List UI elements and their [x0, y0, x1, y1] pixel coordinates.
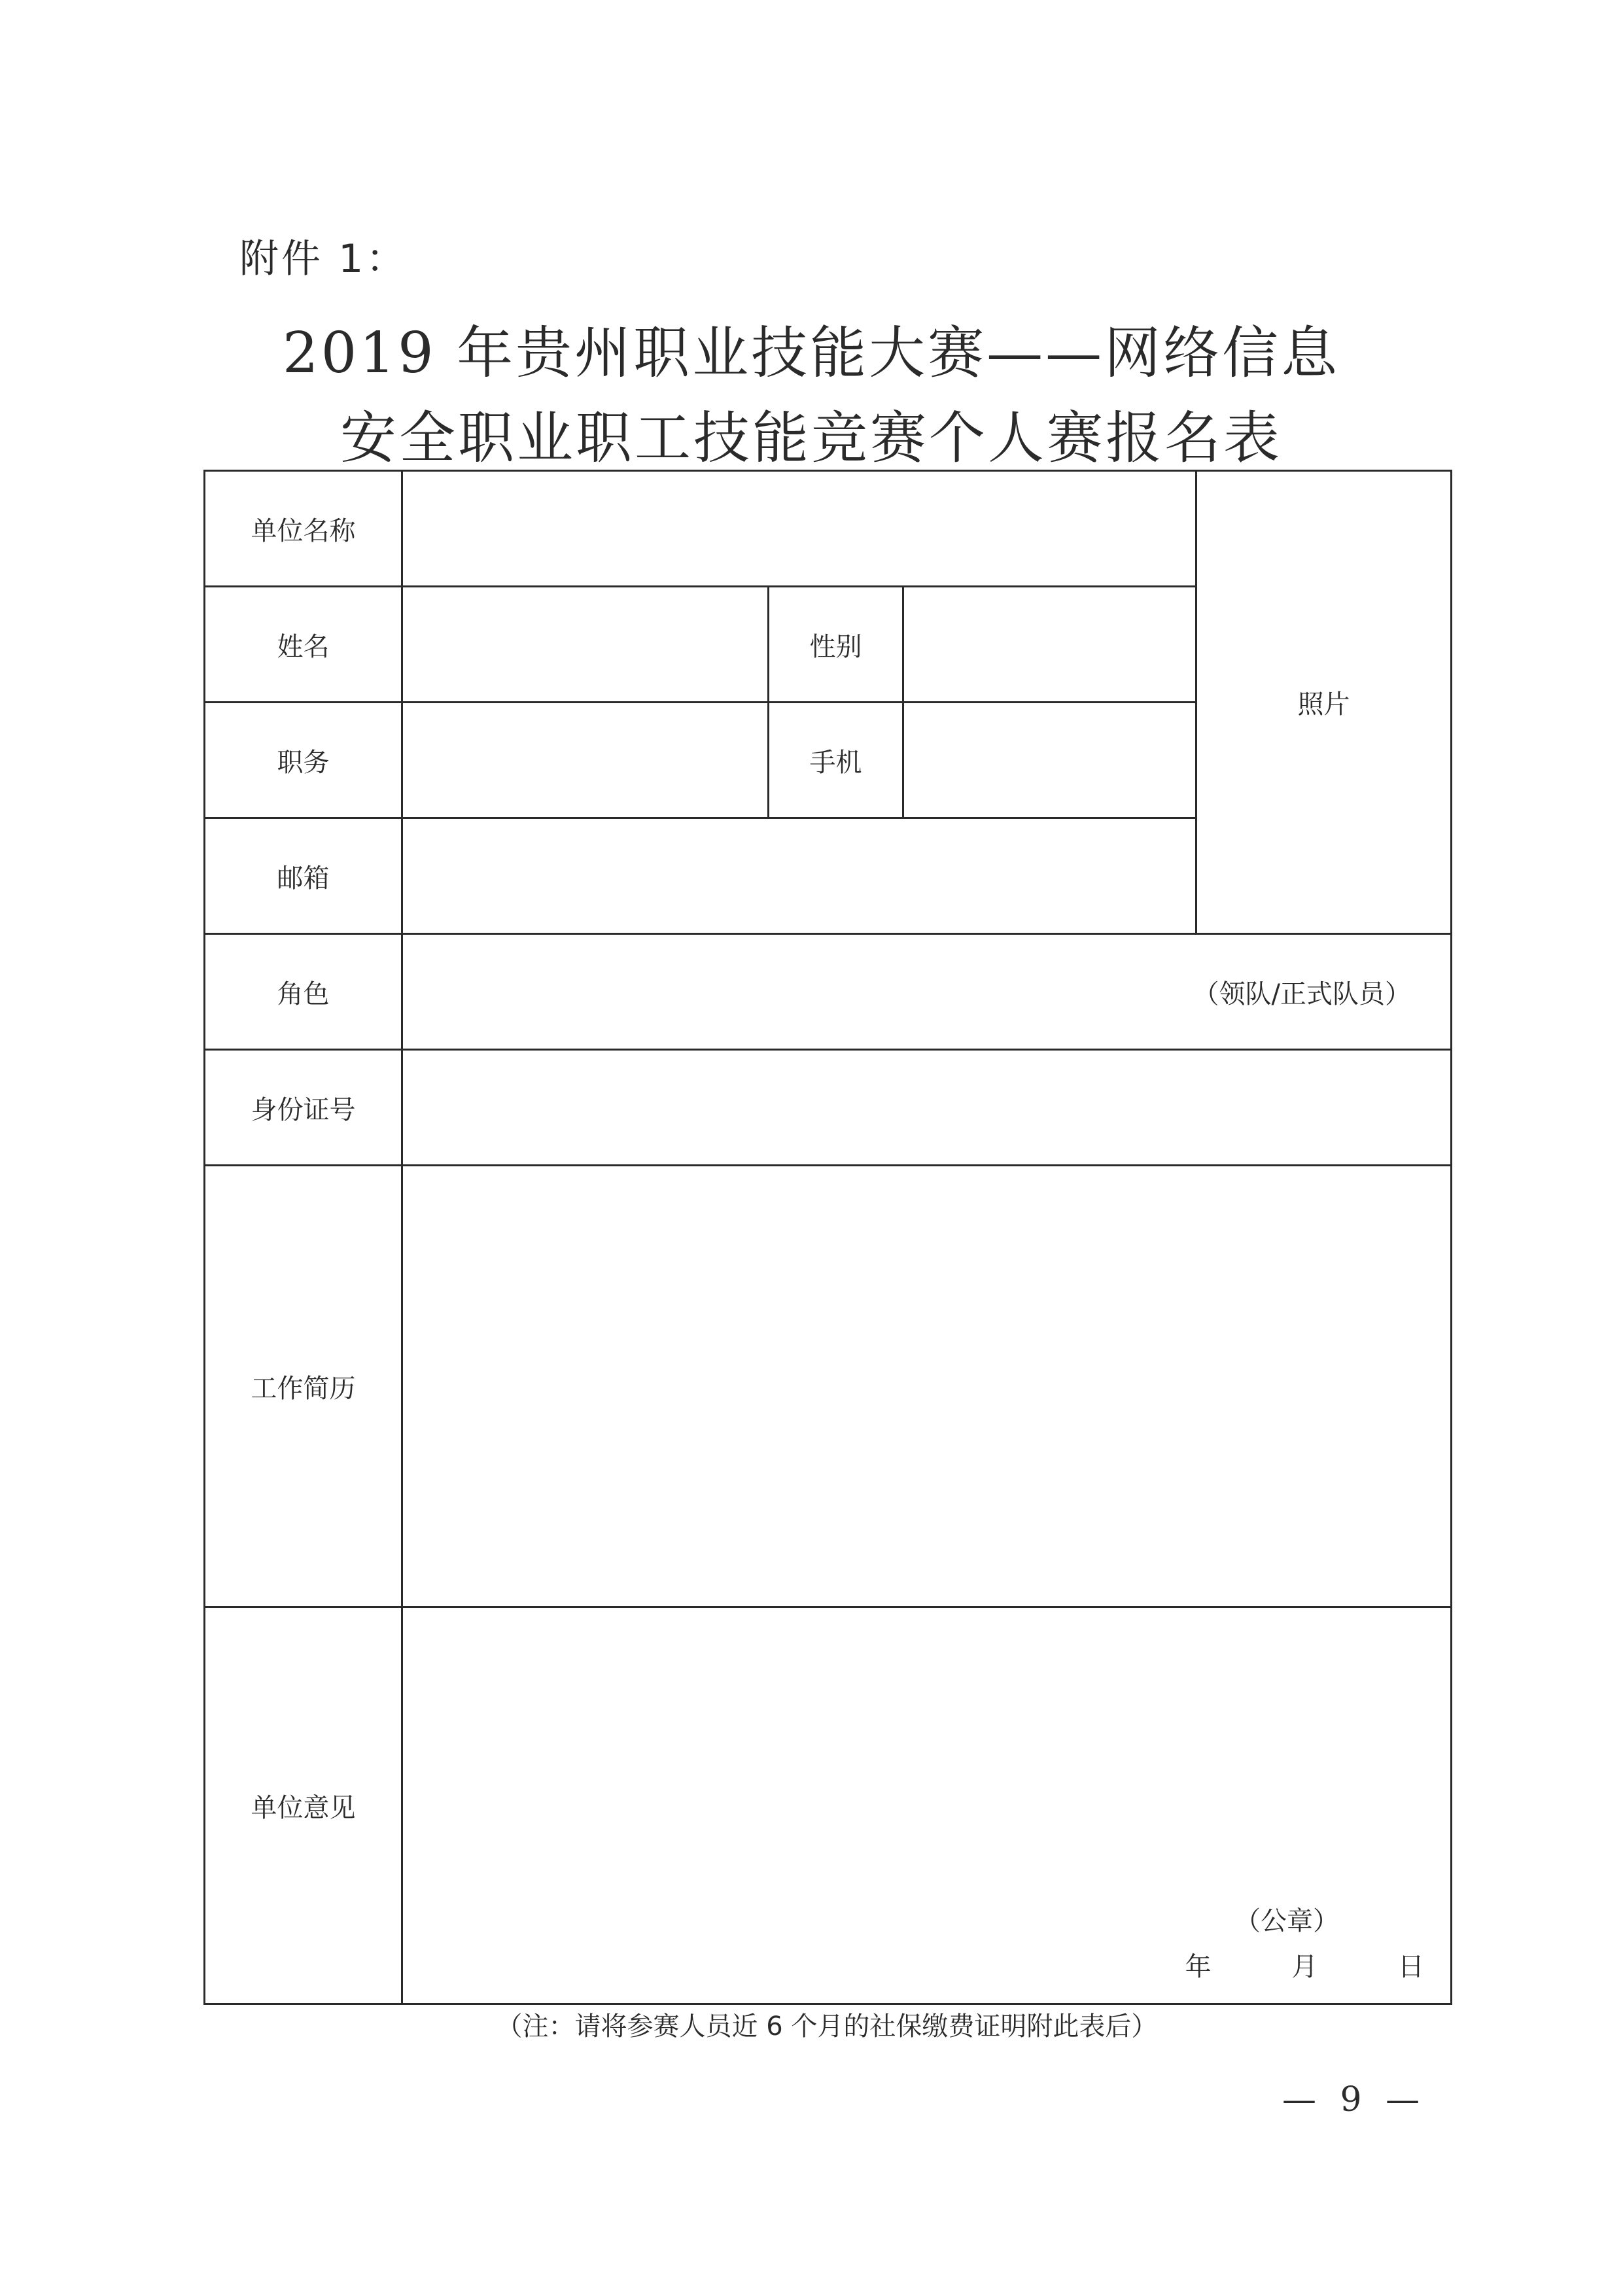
- footnote: （注：请将参赛人员近 6 个月的社保缴费证明附此表后）: [496, 2011, 1158, 2042]
- date-year: 年: [1185, 1952, 1212, 1982]
- date-month: 月: [1291, 1952, 1318, 1982]
- email-label: 邮箱: [205, 818, 402, 934]
- id-number-field[interactable]: [402, 1050, 1452, 1166]
- unit-opinion-field[interactable]: [402, 1607, 1452, 2004]
- attachment-label: 附件 1：: [239, 236, 408, 282]
- unit-name-label: 单位名称: [205, 471, 402, 587]
- form-title-line-2: 安全职业职工技能竞赛个人赛报名表: [340, 406, 1282, 471]
- date-day: 日: [1398, 1952, 1424, 1982]
- photo-box[interactable]: [1196, 471, 1452, 934]
- gender-label: 性别: [769, 587, 903, 703]
- name-label: 姓名: [205, 587, 402, 703]
- date-row: [1113, 1946, 1424, 1983]
- id-number-label: 身份证号: [205, 1050, 402, 1166]
- role-field[interactable]: [402, 934, 1452, 1050]
- registration-form-table: [203, 470, 1452, 2005]
- photo-label: 照片: [1297, 689, 1350, 720]
- role-hint: （领队/正式队员）: [1193, 979, 1411, 1009]
- form-title-line-1: 2019 年贵州职业技能大赛——网络信息: [282, 321, 1340, 386]
- unit-opinion-label: 单位意见: [205, 1607, 402, 2004]
- name-field[interactable]: [402, 587, 769, 703]
- gender-field[interactable]: [903, 587, 1196, 703]
- unit-name-field[interactable]: [402, 471, 1196, 587]
- work-history-field[interactable]: [402, 1166, 1452, 1607]
- role-label: 角色: [205, 934, 402, 1050]
- official-seal-text: （公章）: [1234, 1906, 1339, 1936]
- position-label: 职务: [205, 703, 402, 818]
- mobile-label: 手机: [769, 703, 903, 818]
- position-field[interactable]: [402, 703, 769, 818]
- mobile-field[interactable]: [903, 703, 1196, 818]
- email-field[interactable]: [402, 818, 1196, 934]
- page-number: — 9 —: [1282, 2080, 1427, 2119]
- work-history-label: 工作简历: [205, 1166, 402, 1607]
